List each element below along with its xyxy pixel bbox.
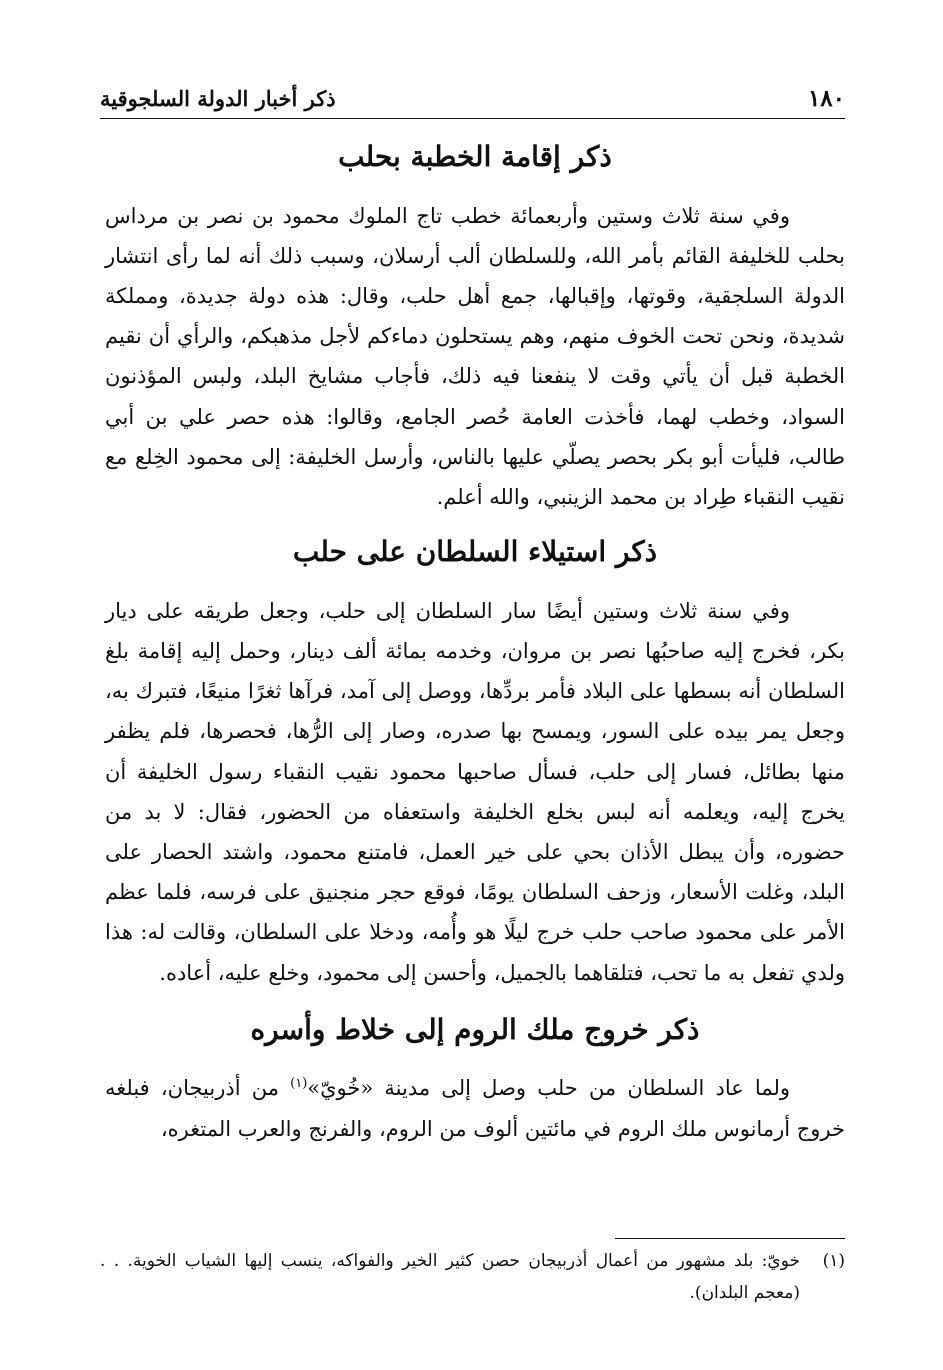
page-body: [105, 130, 845, 1149]
footnote-marker: (١): [822, 1251, 845, 1271]
footnote-1: [100, 1245, 845, 1309]
footnote-divider: [615, 1238, 845, 1239]
section-title-khutba-aleppo: ذكر إقامة الخطبة بحلب: [338, 140, 612, 173]
section-paragraph-roman-king-khilat: [105, 1068, 845, 1148]
paragraph-text-after-ref: من أذربيجان، فبلغه خروج أرمانوس ملك الروم في مائتين ألوف من الروم، والفرنج والعرب المتغره،: [105, 1076, 845, 1141]
page-number: ١٨٠: [807, 84, 845, 112]
running-header: [100, 78, 845, 119]
paragraph-text-before-ref: ولما عاد السلطان من حلب وصل إلى مدينة «خُويّ»: [307, 1076, 791, 1101]
section-title-sultan-takes-aleppo: ذكر استيلاء السلطان على حلب: [292, 535, 658, 569]
section-paragraph-sultan-takes-aleppo: وفي سنة ثلاث وستين أيضًا سار السلطان إلى حلب، وجعل طريقه على ديار بكر، فخرج إليه صاحبُها نصر بن مروان، وخدمه بمائة ألف دينار، وحمل إليه إقامة بلغ السلطان أنه بسطها على البلاد فأمر بردِّها، ووصل إلى آمد، فرآها ثغرًا منيعًا، فتبرك به، وجعل يمر بيده على السور، ويمسح بها صدره، وصار إلى الرُّها، فحصرها، فلم يظفر منها بطائل، فسار إلى حلب، فسأل صاحبها محمود نقيب النقباء رسول الخليفة أن يخرج إليه، ويعلمه أنه لبس بخلع الخليفة واستعفاه من الحضور، فقال: لا بد من حضوره، وأن يبطل الأذان بحي على خير العمل، فامتنع محمود، واشتد الحصار على البلد، وغلت الأسعار، وزحف السلطان يومًا، فوقع حجر منجنيق على فرسه، فلما عظم الأمر على محمود صاحب حلب خرج ليلًا هو وأُمه، ودخلا على السلطان، وقالت له: هذا ولدي تفعل به ما تحب، فتلقاهما بالجميل، وأحسن إلى محمود، وخلع عليه، أعاده.: [105, 598, 845, 985]
running-header-title: ذكر أخبار الدولة السلجوقية: [100, 85, 336, 111]
section-title-roman-king-khilat: ذكر خروج ملك الروم إلى خلاط وأسره: [250, 1012, 700, 1046]
footnote-reference[interactable]: (١): [290, 1076, 308, 1092]
footnotes: [100, 1238, 845, 1309]
section-paragraph-khutba-aleppo: وفي سنة ثلاث وستين وأربعمائة خطب تاج الملوك محمود بن نصر بن مرداس بحلب للخليفة القائم بأمر الله، وللسلطان ألب أرسلان، وسبب ذلك أنه لما رأى انتشار الدولة السلجقية، وقوتها، وإقبالها، جمع أهل حلب، وقال: هذه دولة جديدة، ومملكة شديدة، ونحن تحت الخوف منهم، وهم يستحلون دماءكم لأجل مذهبكم، والرأي أن نقيم الخطبة قبل أن يأتي وقت لا ينفعنا فيه ذلك، فأجاب مشايخ البلد، ولبس المؤذنون السواد، وخطب لهما، فأخذت العامة حُصر الجامع، وقالوا: هذه حصر علي بن أبي طالب، فليأت أبو بكر بحصر يصلّي عليها بالناس، وأرسل الخليفة: إلى محمود الخِلع مع نقيب النقباء طِراد بن محمد الزينبي، والله أعلم.: [105, 203, 845, 510]
footnote-text: خويّ: بلد مشهور من أعمال أذربيجان حصن كثير الخير والفواكه، ينسب إليها الشياب الخوية. . . (معجم البلدان).: [100, 1251, 800, 1303]
